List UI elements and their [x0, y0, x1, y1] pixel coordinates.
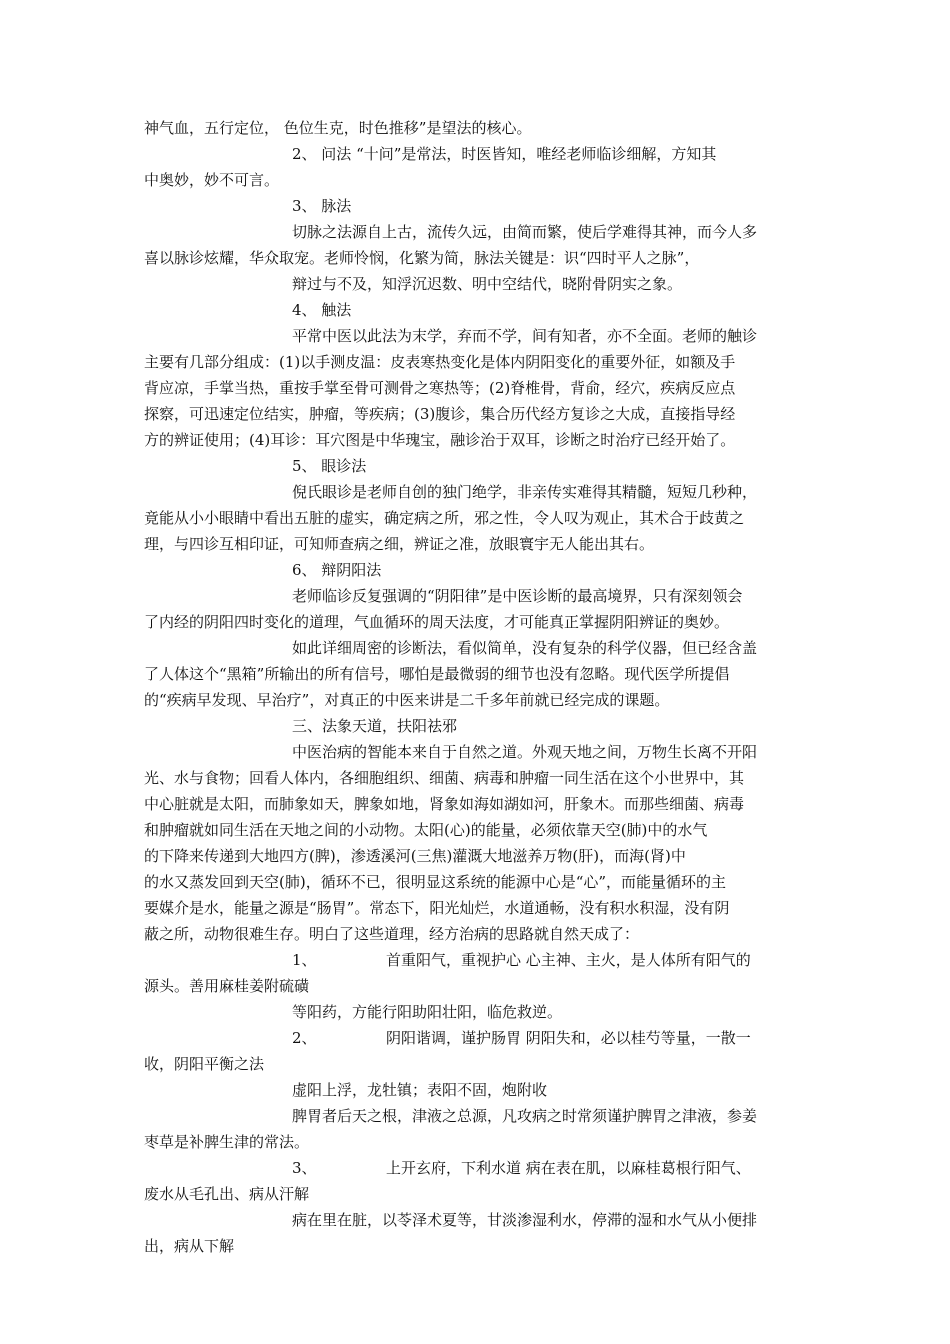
text-line: 源头。善用麻桂姜附硫磺 [144, 977, 310, 995]
text-line: 废水从毛孔出、病从汗解 [144, 1185, 310, 1203]
list-number-1: 1、 [292, 951, 317, 969]
text-line: 探察，可迅速定位结实，肿瘤，等疾病；(3)腹诊，集合历代经方复诊之大成，直接指导经 [144, 405, 736, 423]
section-heading-pulse: 3、 脉法 [292, 197, 352, 215]
text-line: 要媒介是水，能量之源是“肠胃”。常态下，阳光灿烂，水道通畅，没有积水积湿，没有阴 [144, 899, 730, 917]
text-line: 背应凉，手掌当热，重按手掌至骨可测骨之寒热等；(2)脊椎骨，背俞，经穴，疾病反应点 [144, 379, 736, 397]
text-line: 的下降来传递到大地四方(脾)，渗透溪河(三焦)灌溉大地滋养万物(肝)，而海(肾)中 [144, 847, 686, 865]
text-line: 脾胃者后天之根，津液之总源，凡攻病之时常须谨护脾胃之津液，参姜 [292, 1107, 758, 1125]
text-line: 中奥妙，妙不可言。 [144, 171, 280, 189]
text-line: 收，阴阳平衡之法 [144, 1055, 265, 1073]
text-line: 中医治病的智能本来自于自然之道。外观天地之间，万物生长离不开阳 [292, 743, 758, 761]
text-line: 了人体这个“黑箱”所输出的所有信号，哪怕是最微弱的细节也没有忽略。现代医学所提倡 [144, 665, 730, 683]
text-line: 和肿瘤就如同生活在天地之间的小动物。太阳(心)的能量，必须依靠天空(肺)中的水气 [144, 821, 708, 839]
text-line: 的“疾病早发现、早治疗”，对真正的中医来讲是二千多年前就已经完成的课题。 [144, 691, 670, 709]
section-heading-yinyang: 6、 辩阴阳法 [292, 561, 382, 579]
text-line: 方的辨证使用；(4)耳诊：耳穴图是中华瑰宝，融诊治于双耳，诊断之时治疗已经开始了。 [144, 431, 736, 449]
text-line: 的水又蒸发回到天空(肺)，循环不已，很明显这系统的能源中心是“心”，而能量循环的主 [144, 873, 727, 891]
text-line: 阴阳谐调，谨护肠胃 阴阳失和，必以桂芍等量，一散一 [386, 1029, 751, 1047]
text-line: 蔽之所，动物很难生存。明白了这些道理，经方治病的思路就自然天成了： [144, 925, 640, 943]
text-line: 首重阳气，重视护心 心主神、主火，是人体所有阳气的 [386, 951, 751, 969]
text-line: 老师临诊反复强调的“阴阳律”是中医诊断的最高境界，只有深刻领会 [292, 587, 743, 605]
text-line: 上开玄府，下利水道 病在表在肌，以麻桂葛根行阳气、 [386, 1159, 751, 1177]
text-line: 枣草是补脾生津的常法。 [144, 1133, 310, 1151]
text-line: 切脉之法源自上古，流传久远，由简而繁，使后学难得其神，而今人多 [292, 223, 758, 241]
text-line: 喜以脉诊炫耀，华众取宠。老师怜悯，化繁为简，脉法关键是：识“四时平人之脉”， [144, 249, 700, 267]
text-line: 虚阳上浮，龙牡镇；表阳不固，炮附收 [292, 1081, 548, 1099]
text-line: 病在里在脏，以苓泽术夏等，甘淡渗湿利水，停滞的湿和水气从小便排 [292, 1211, 758, 1229]
text-line: 主要有几部分组成：(1)以手测皮温：皮表寒热变化是体内阴阳变化的重要外征，如额及手 [144, 353, 736, 371]
list-number-2: 2、 [292, 1029, 317, 1047]
text-line: 竟能从小小眼睛中看出五脏的虚实，确定病之所，邪之性，令人叹为观止，其术合于歧黄之 [144, 509, 745, 527]
text-line: 出，病从下解 [144, 1237, 235, 1255]
text-line: 倪氏眼诊是老师自创的独门绝学，非亲传实难得其精髓，短短几秒种， [292, 483, 758, 501]
text-line: 等阳药，方能行阳助阳壮阳，临危救逆。 [292, 1003, 563, 1021]
section-heading-inquiry: 2、 问法 “十问”是常法，时医皆知，唯经老师临诊细解，方知其 [292, 145, 717, 163]
text-line: 神气血，五行定位， 色位生克，时色推移”是望法的核心。 [144, 119, 532, 137]
section-heading-part-three: 三、法象天道，扶阳祛邪 [292, 717, 458, 735]
section-heading-eye: 5、 眼诊法 [292, 457, 367, 475]
text-line: 辩过与不及，知浮沉迟数、明中空结代，晓附骨阴实之象。 [292, 275, 683, 293]
text-line: 如此详细周密的诊断法，看似简单，没有复杂的科学仪器，但已经含盖 [292, 639, 758, 657]
text-line: 中心脏就是太阳，而肺象如天，脾象如地，肾象如海如湖如河，肝象木。而那些细菌、病毒 [144, 795, 745, 813]
text-line: 光、水与食物；回看人体内，各细胞组织、细菌、病毒和肿瘤一同生活在这个小世界中，其 [144, 769, 745, 787]
text-line: 理，与四诊互相印证，可知师查病之细，辨证之准，放眼寰宇无人能出其右。 [144, 535, 655, 553]
list-number-3: 3、 [292, 1159, 317, 1177]
text-line: 了内经的阴阳四时变化的道理，气血循环的周天法度，才可能真正掌握阴阳辨证的奥妙。 [144, 613, 730, 631]
section-heading-palpation: 4、 触法 [292, 301, 352, 319]
text-line: 平常中医以此法为末学，弃而不学，间有知者，亦不全面。老师的触诊 [292, 327, 758, 345]
